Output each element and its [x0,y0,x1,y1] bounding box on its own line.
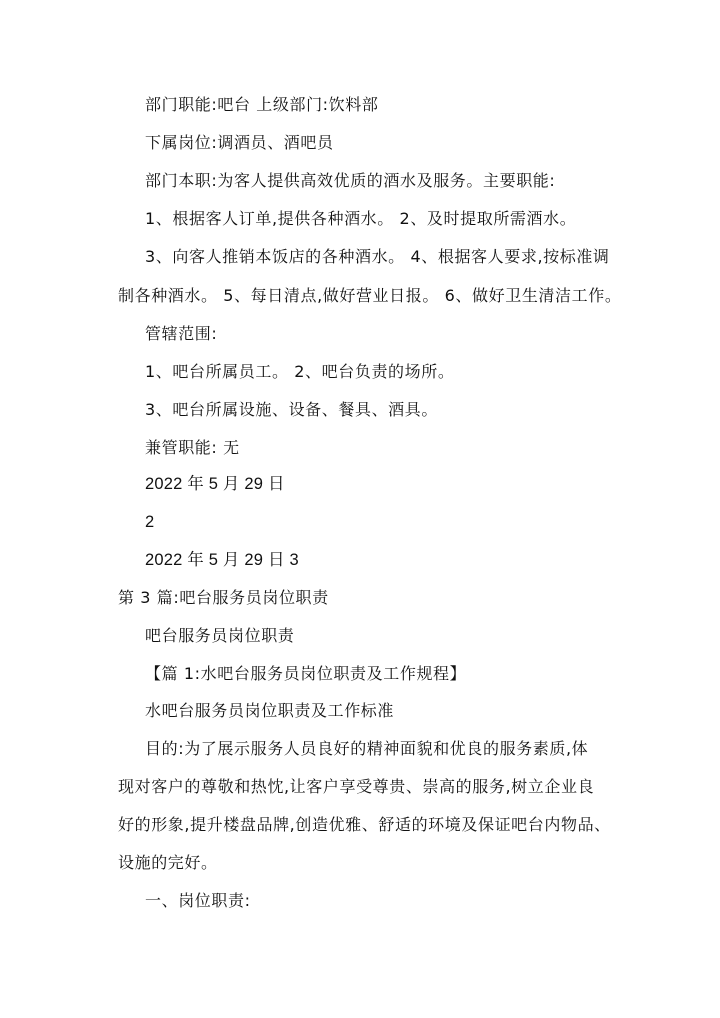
duty-item-line-3: 制各种酒水。 5、每日清点,做好营业日报。 6、做好卫生清洁工作。 [118,286,622,305]
jurisdiction-heading: 管辖范围: [145,324,218,343]
purpose-line-2: 现对客户的尊敬和热忱,让客户享受尊贵、崇高的服务,树立企业良 [118,777,595,796]
date-line-1: 2022 年 5 月 29 日 [145,475,285,493]
duty-item-line-2: 3、向客人推销本饭店的各种酒水。 4、根据客人要求,按标准调 [145,247,610,266]
duty-item-line-1: 1、根据客人订单,提供各种酒水。 2、及时提取所需酒水。 [145,209,577,228]
purpose-line-3: 好的形象,提升楼盘品牌,创造优雅、舒适的环境及保证吧台内物品、 [118,815,611,834]
article-subtitle: 水吧台服务员岗位职责及工作标准 [145,701,395,720]
purpose-line-4: 设施的完好。 [118,853,218,872]
jurisdiction-item-line-2: 3、吧台所属设施、设备、餐具、酒具。 [145,400,438,419]
concurrent-function-line: 兼管职能: 无 [145,438,240,457]
purpose-line-1: 目的:为了展示服务人员良好的精神面貌和优良的服务素质,体 [145,739,589,758]
chapter-heading: 第 3 篇:吧台服务员岗位职责 [118,588,329,607]
section-title: 吧台服务员岗位职责 [145,626,295,645]
dept-duty-line: 部门本职:为客人提供高效优质的酒水及服务。主要职能: [145,171,556,190]
page-number: 2 [145,513,155,531]
dept-function-line: 部门职能:吧台 上级部门:饮料部 [145,95,379,114]
article-title: 【篇 1:水吧台服务员岗位职责及工作规程】 [145,664,467,683]
date-line-2: 2022 年 5 月 29 日 3 [145,551,299,569]
jurisdiction-item-line-1: 1、吧台所属员工。 2、吧台负责的场所。 [145,362,455,381]
subordinate-posts-line: 下属岗位:调酒员、酒吧员 [145,133,334,152]
post-duties-heading: 一、岗位职责: [145,891,251,910]
